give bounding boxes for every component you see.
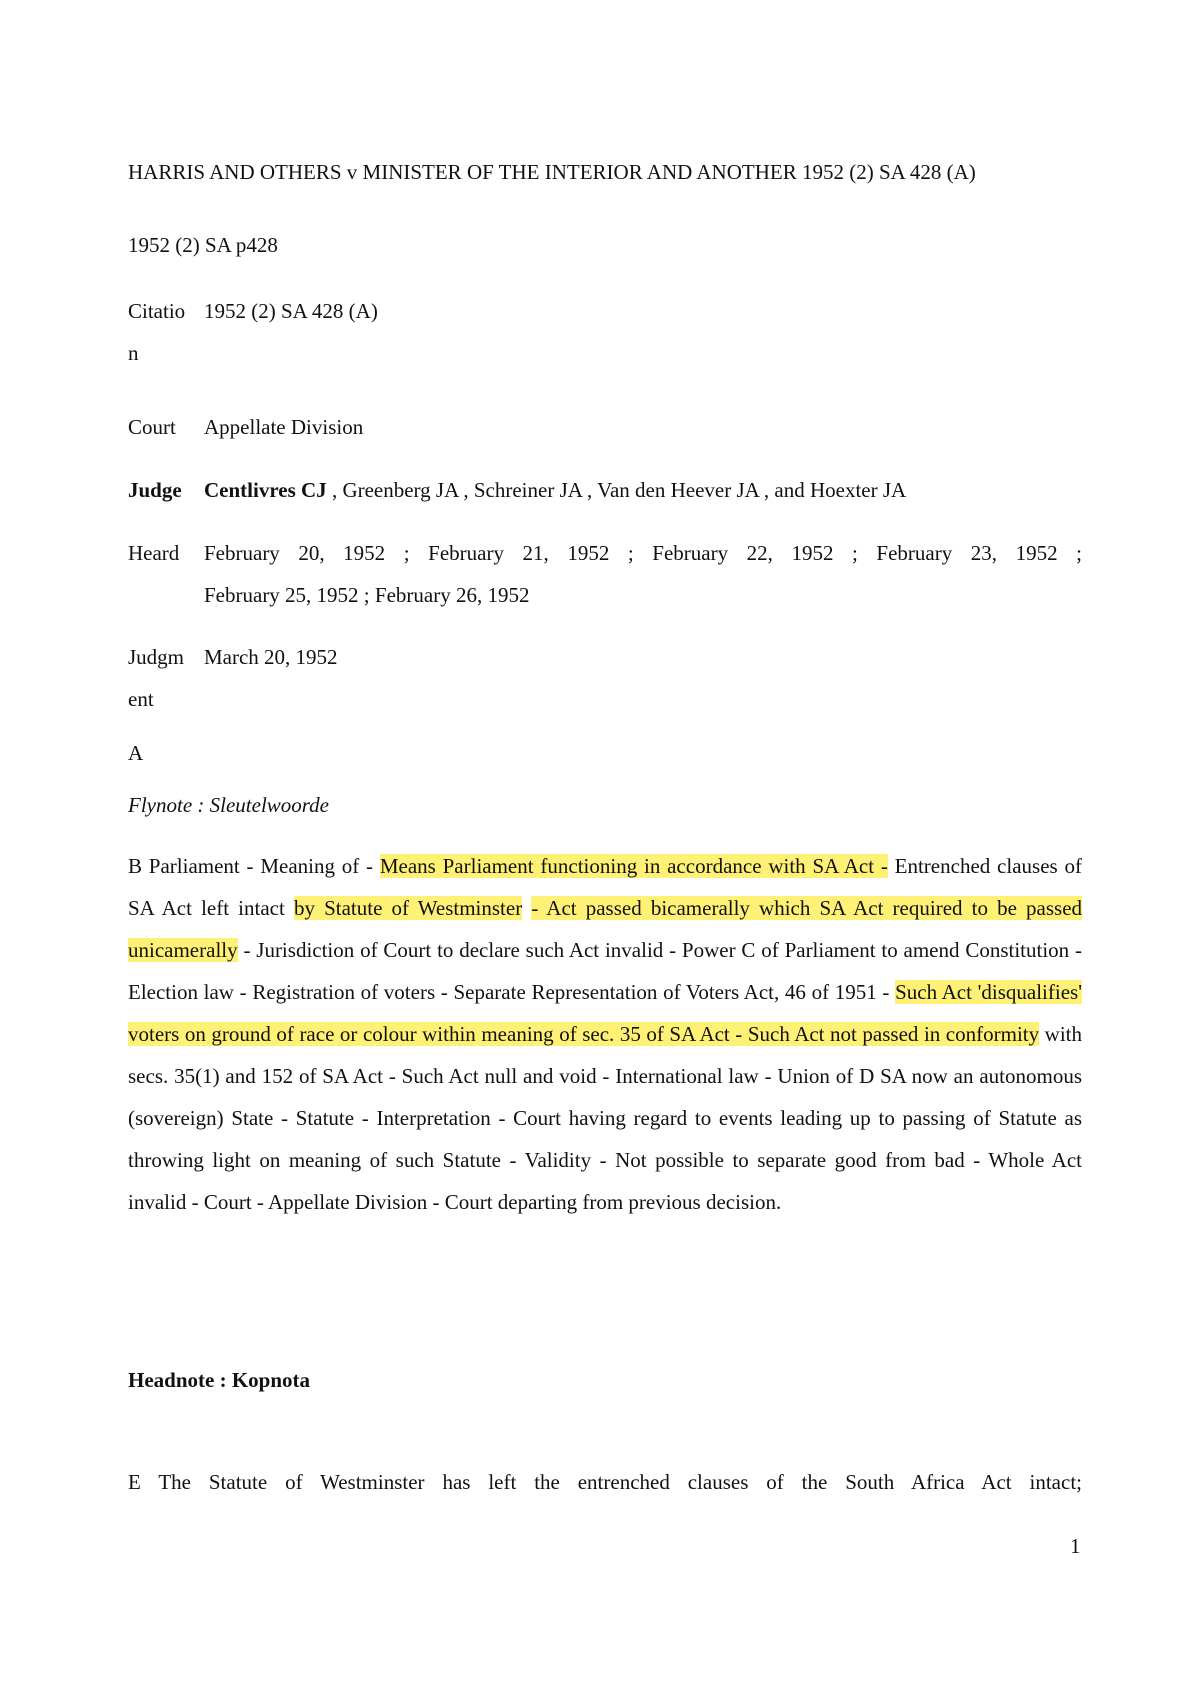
judge-value: [204, 469, 906, 511]
flynote-heading: Flynote : Sleutelwoorde: [128, 793, 329, 817]
citation-value: 1952 (2) SA 428 (A): [204, 299, 378, 323]
page-number: 1: [1070, 1534, 1081, 1558]
judgment-value: March 20, 1952: [204, 645, 338, 669]
heard-dates-line-2: February 25, 1952 ; February 26, 1952: [204, 583, 530, 607]
heard-dates-line-1: February 20, 1952 ; February 21, 1952 ; February 22, 1952 ; February 23, 1952 ;: [204, 541, 1082, 565]
case-title: HARRIS AND OTHERS v MINISTER OF THE INTERIOR AND ANOTHER 1952 (2) SA 428 (A): [128, 160, 976, 184]
heard-value: [204, 532, 1082, 616]
highlight-4: Such Act 'disqualifies' voters on ground of race or colour within meaning of sec. 35 of SA Act - Such Act not passed in conformity: [128, 980, 1082, 1046]
headnote-paragraph: E The Statute of Westminster has left the entrenched clauses of the South Africa Act intact;: [128, 1470, 1082, 1494]
citation-label: Citatio n: [128, 299, 186, 365]
section-marker-a: A: [128, 741, 144, 765]
page-reference: 1952 (2) SA p428: [128, 233, 278, 257]
presiding-judge: Centlivres CJ: [204, 478, 327, 502]
judgment-label: Judgm ent: [128, 645, 185, 711]
headnote-heading: Headnote : Kopnota: [128, 1368, 311, 1392]
highlight-3: - Act passed bicamerally which SA Act required to be passed unicamerally: [128, 896, 1083, 962]
highlight-2: by Statute of Westminster: [293, 896, 523, 920]
heard-label: Heard: [128, 541, 180, 565]
highlight-1: Means Parliament functioning in accordance with SA Act -: [379, 854, 888, 878]
flynote-paragraph: B Parliament - Meaning of - Means Parliament functioning in accordance with SA Act - Entrenched clauses of SA Act left intact by Statute of Westminster - Act passed bicamerally which SA Act required to be passed unicamerally - Jurisdiction of Court to declare such Act invalid - Power C of Parliament to amend Constitution - Election law - Registration of voters - Separate Representation of Voters Act, 46 of 1951 - Such Act 'disqualifies' voters on ground of race or colour within meaning of sec. 35 of SA Act - Such Act not passed in conformity with secs. 35(1) and 152 of SA Act - Such Act null and void - International law - Union of D SA now an autonomous (sovereign) State - Statute - Interpretation - Court having regard to events leading up to passing of Statute as throwing light on meaning of such Statute - Validity - Not possible to separate good from bad - Whole Act invalid - Court - Appellate Division - Court departing from previous decision.: [128, 854, 1083, 1214]
other-judges: , Greenberg JA , Schreiner JA , Van den Heever JA , and Hoexter JA: [326, 478, 907, 502]
court-label: Court: [128, 415, 176, 439]
court-value: Appellate Division: [204, 415, 364, 439]
judge-label: Judge: [128, 478, 182, 502]
